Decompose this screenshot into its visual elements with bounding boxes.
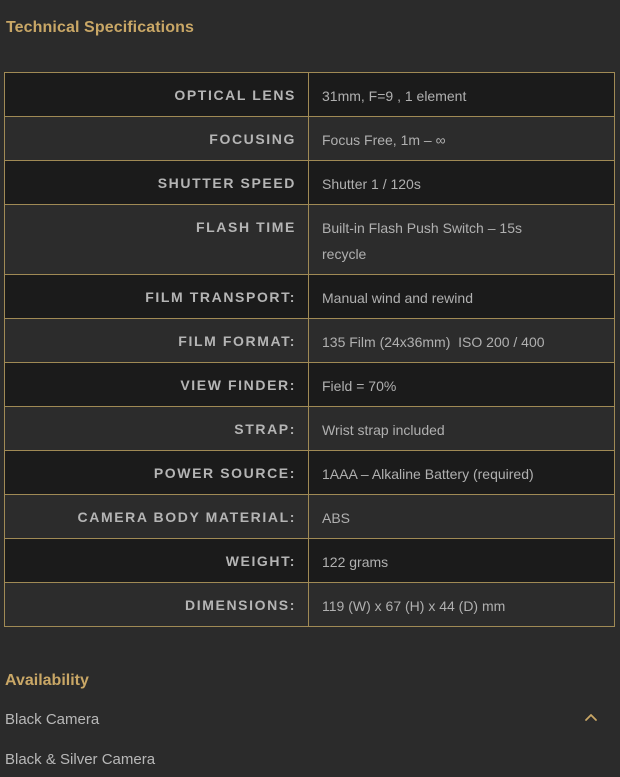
spec-row xyxy=(5,73,615,117)
spec-label: STRAP: xyxy=(234,421,296,437)
spec-row xyxy=(5,117,615,161)
spec-row xyxy=(5,205,615,275)
spec-value: Focus Free, 1m – ∞ xyxy=(322,132,446,148)
spec-label: FOCUSING xyxy=(209,131,296,147)
spec-value: 122 grams xyxy=(322,554,389,570)
availability-title: Availability xyxy=(5,672,89,689)
spec-label: DIMENSIONS: xyxy=(185,597,296,613)
spec-label: FILM FORMAT: xyxy=(178,333,296,349)
spec-label: SHUTTER SPEED xyxy=(157,175,296,191)
spec-value: Built-in Flash Push Switch – 15s recycle xyxy=(322,220,522,262)
spec-row xyxy=(5,451,615,495)
spec-label: VIEW FINDER: xyxy=(180,377,296,393)
spec-value: 119 (W) x 67 (H) x 44 (D) mm xyxy=(322,598,506,614)
spec-row xyxy=(5,363,615,407)
spec-value: Wrist strap included xyxy=(322,422,445,438)
spec-value: ABS xyxy=(322,510,351,526)
spec-label: POWER SOURCE: xyxy=(153,465,296,481)
spec-row xyxy=(5,539,615,583)
chevron-up-icon[interactable] xyxy=(582,710,600,724)
spec-label: FLASH TIME xyxy=(196,219,296,235)
spec-row xyxy=(5,319,615,363)
spec-value: 1AAA – Alkaline Battery (required) xyxy=(322,466,534,482)
spec-label: OPTICAL LENS xyxy=(174,87,296,103)
section-title: Technical Specifications xyxy=(6,19,194,36)
spec-row xyxy=(5,407,615,451)
spec-value: 31mm, F=9 , 1 element xyxy=(322,88,467,104)
availability-option-black-camera[interactable]: Black Camera xyxy=(5,711,100,728)
spec-table xyxy=(4,72,615,627)
spec-row xyxy=(5,583,615,627)
spec-label: FILM TRANSPORT: xyxy=(145,289,296,305)
spec-label: CAMERA BODY MATERIAL: xyxy=(77,509,296,525)
spec-label: WEIGHT: xyxy=(225,553,296,569)
spec-row xyxy=(5,275,615,319)
spec-row xyxy=(5,495,615,539)
spec-value: Field = 70% xyxy=(322,378,397,394)
spec-row xyxy=(5,161,615,205)
spec-value: Manual wind and rewind xyxy=(322,290,473,306)
availability-option-black-silver-camera[interactable]: Black & Silver Camera xyxy=(5,751,156,768)
spec-value: Shutter 1 / 120s xyxy=(322,176,421,192)
spec-value: 135 Film (24x36mm) ISO 200 / 400 xyxy=(322,334,545,350)
